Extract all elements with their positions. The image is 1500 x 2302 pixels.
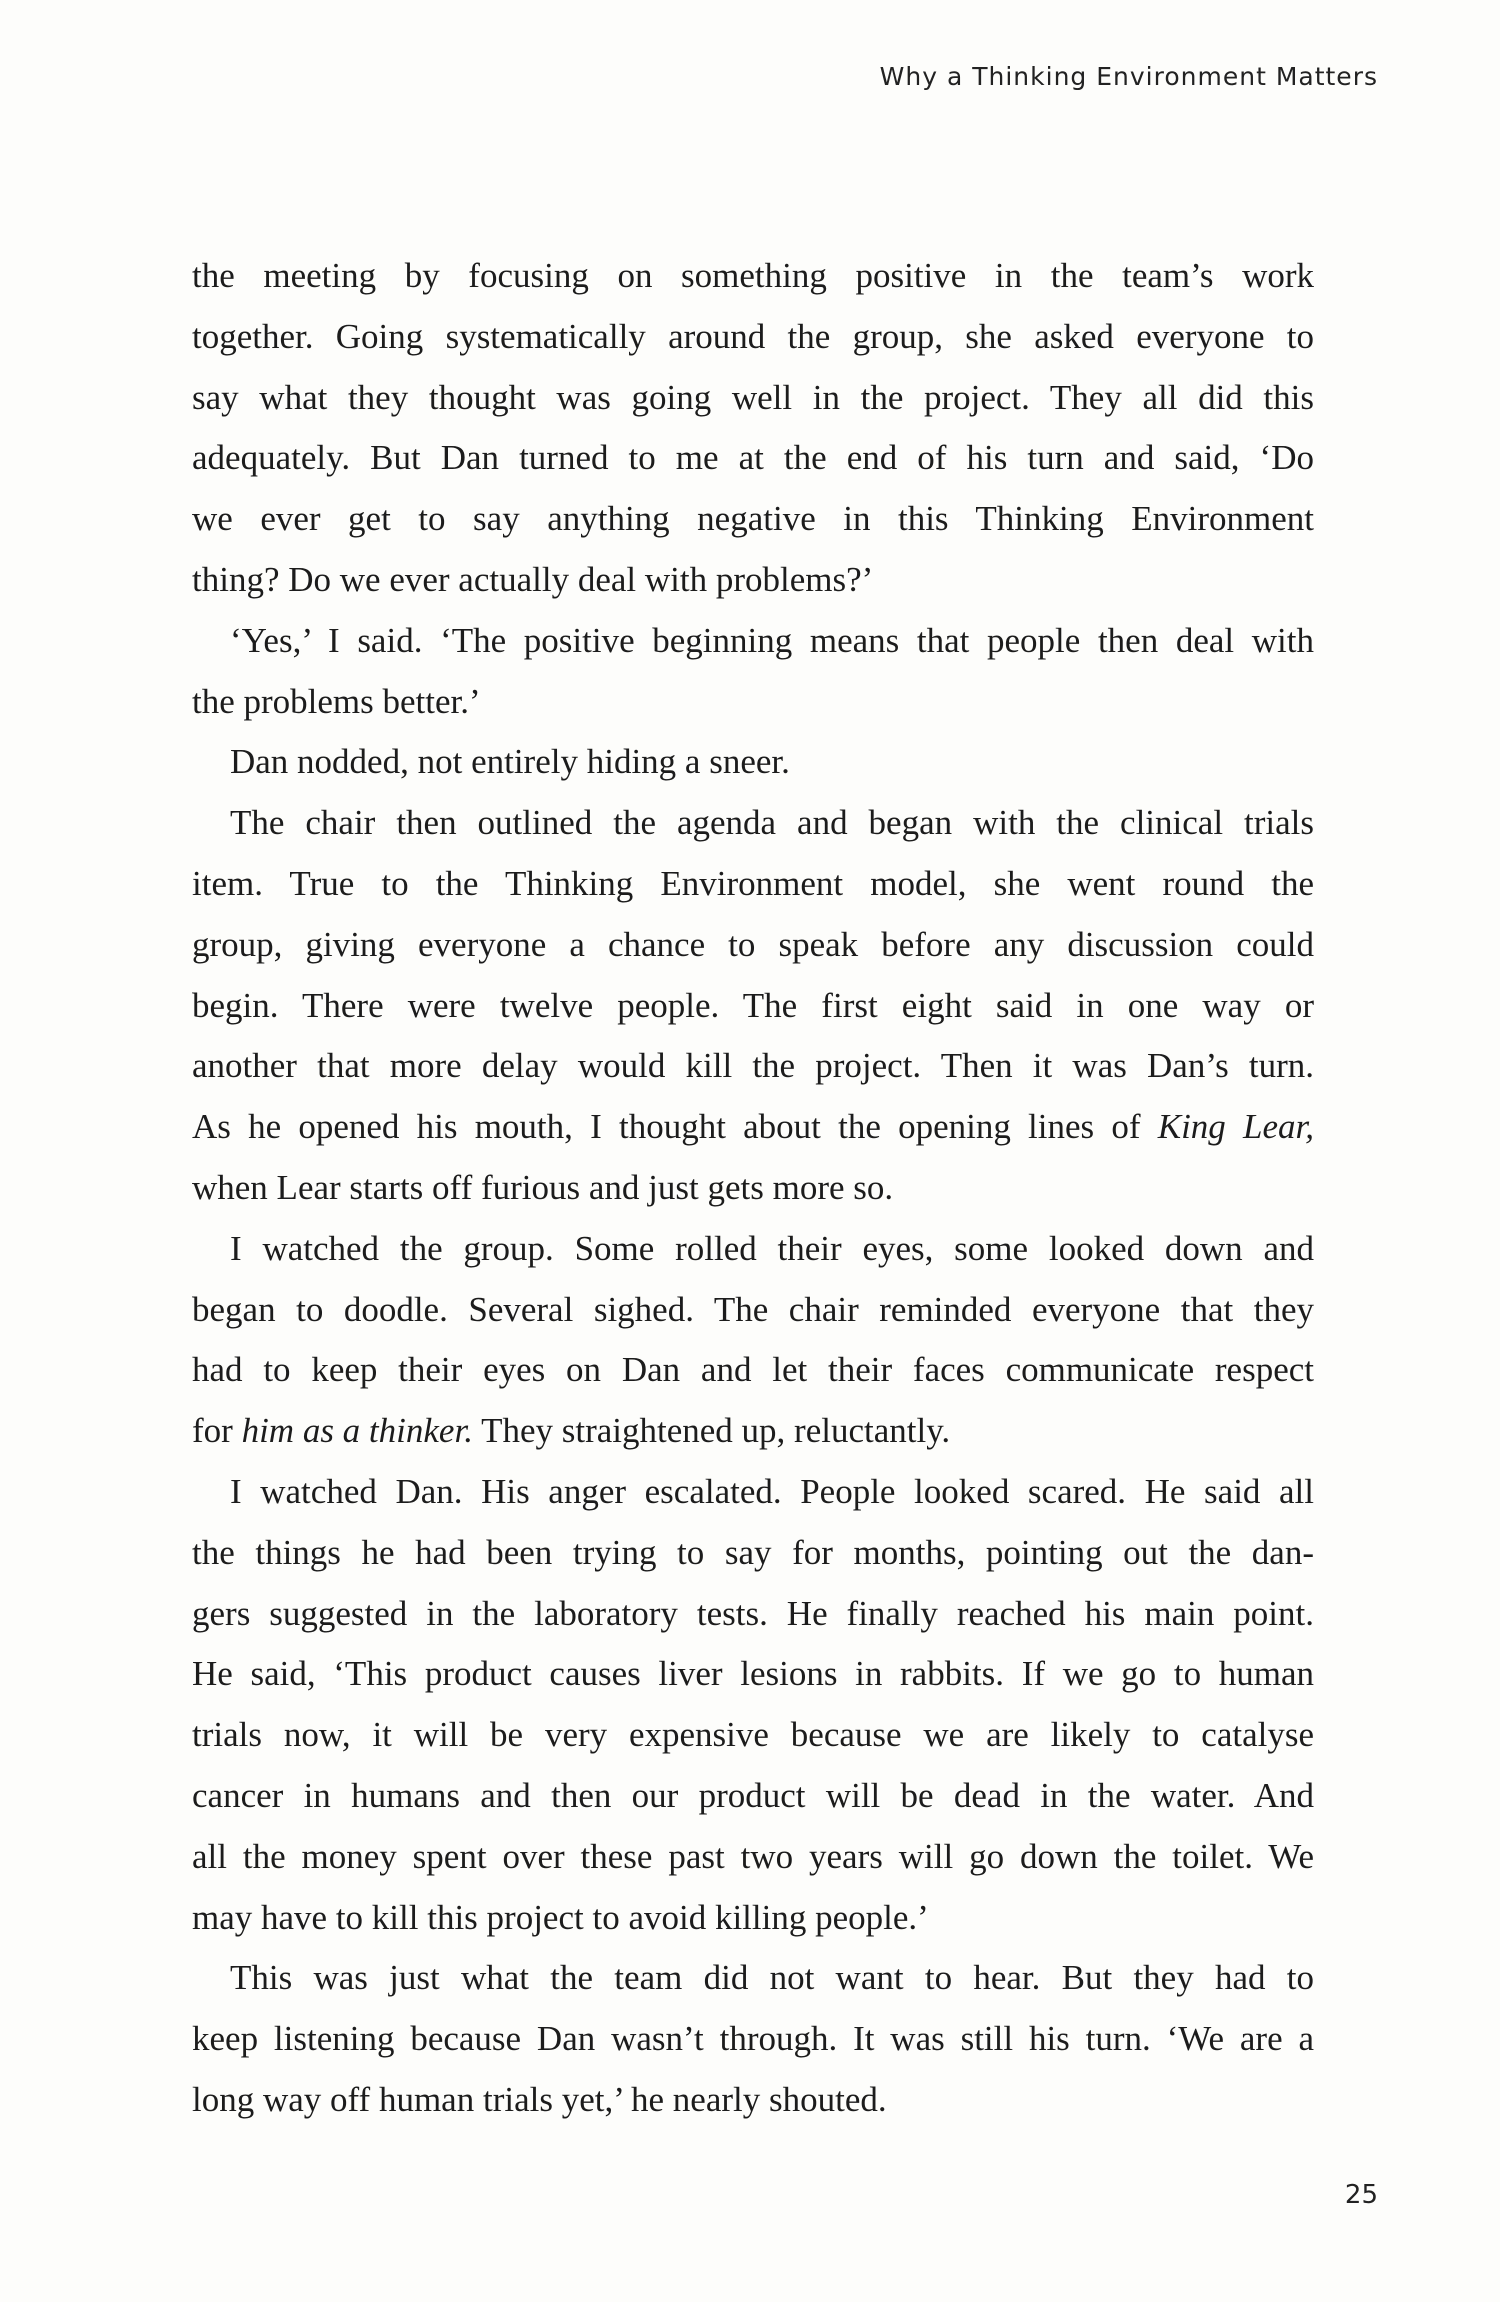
text-line	[192, 1340, 1314, 1401]
text-line	[192, 1827, 1314, 1888]
italic-text: him as a thinker.	[241, 1411, 473, 1451]
line-text: I watched Dan. His anger escalated. People looked scared. He said all	[230, 1471, 1314, 1511]
line-text: Dan nodded, not entirely hiding a sneer.	[230, 742, 790, 782]
body-text	[192, 246, 1314, 2131]
line-text: had to keep their eyes on Dan and let their faces communicate respect	[192, 1350, 1314, 1390]
line-text: group, giving everyone a chance to speak before any discussion could	[192, 924, 1314, 964]
text-line	[192, 550, 1314, 611]
text-line	[192, 1219, 1314, 1280]
line-text: gers suggested in the laboratory tests. He finally reached his main point.	[192, 1593, 1314, 1633]
text-line	[192, 2070, 1314, 2131]
text-line	[192, 1462, 1314, 1523]
line-text: This was just what the team did not want to hear. But they had to	[230, 1958, 1314, 1998]
text-line	[192, 307, 1314, 368]
text-line	[192, 1280, 1314, 1341]
page-number: 25	[1344, 2180, 1378, 2210]
text-line	[192, 1097, 1314, 1158]
line-text: They straightened up, reluctantly.	[481, 1411, 951, 1451]
line-text: ‘Yes,’ I said. ‘The positive beginning means that people then deal with	[230, 620, 1314, 660]
italic-text: King Lear,	[1157, 1107, 1315, 1147]
text-line	[192, 1401, 1314, 1462]
line-text: for	[192, 1411, 233, 1451]
line-text: The chair then outlined the agenda and began with the clinical trials	[230, 803, 1314, 843]
text-line	[192, 915, 1314, 976]
text-line	[192, 854, 1314, 915]
text-line	[192, 1523, 1314, 1584]
line-text: I watched the group. Some rolled their eyes, some looked down and	[230, 1228, 1314, 1268]
line-text: cancer in humans and then our product will be dead in the water. And	[192, 1775, 1314, 1815]
text-line	[192, 489, 1314, 550]
line-text: long way off human trials yet,’ he nearly shouted.	[192, 2079, 887, 2119]
line-text: when Lear starts off furious and just gets more so.	[192, 1167, 894, 1207]
text-line	[192, 1036, 1314, 1097]
text-line	[192, 1158, 1314, 1219]
text-line	[192, 368, 1314, 429]
text-line	[192, 793, 1314, 854]
text-line	[192, 1948, 1314, 2009]
line-text: we ever get to say anything negative in this Thinking Environment	[192, 499, 1314, 539]
line-text: may have to kill this project to avoid killing people.’	[192, 1897, 929, 1937]
line-text: the problems better.’	[192, 681, 481, 721]
line-text: together. Going systematically around the group, she asked everyone to	[192, 316, 1314, 356]
text-line	[192, 1888, 1314, 1949]
text-line	[192, 1584, 1314, 1645]
text-line	[192, 246, 1314, 307]
text-line	[192, 976, 1314, 1037]
line-text: the things he had been trying to say for months, pointing out the dan-	[192, 1532, 1314, 1572]
text-line	[192, 611, 1314, 672]
text-line	[192, 1705, 1314, 1766]
text-line	[192, 1644, 1314, 1705]
line-text: another that more delay would kill the project. Then it was Dan’s turn.	[192, 1046, 1314, 1086]
text-line	[192, 428, 1314, 489]
line-text: began to doodle. Several sighed. The chair reminded everyone that they	[192, 1289, 1314, 1329]
line-text: begin. There were twelve people. The first eight said in one way or	[192, 985, 1314, 1025]
text-line	[192, 732, 1314, 793]
text-line	[192, 1766, 1314, 1827]
line-text: say what they thought was going well in the project. They all did this	[192, 377, 1314, 417]
line-text: thing? Do we ever actually deal with problems?’	[192, 559, 874, 599]
line-text: adequately. But Dan turned to me at the end of his turn and said, ‘Do	[192, 438, 1314, 478]
line-text: all the money spent over these past two years will go down the toilet. We	[192, 1836, 1314, 1876]
line-text: He said, ‘This product causes liver lesions in rabbits. If we go to human	[192, 1654, 1314, 1694]
line-text: keep listening because Dan wasn’t through. It was still his turn. ‘We are a	[192, 2019, 1314, 2059]
line-text: As he opened his mouth, I thought about the opening lines of	[192, 1107, 1141, 1147]
text-line	[192, 2009, 1314, 2070]
line-text: trials now, it will be very expensive because we are likely to catalyse	[192, 1715, 1314, 1755]
text-line	[192, 672, 1314, 733]
running-header: Why a Thinking Environment Matters	[879, 62, 1378, 91]
line-text: item. True to the Thinking Environment model, she went round the	[192, 863, 1314, 903]
line-text: the meeting by focusing on something positive in the team’s work	[192, 256, 1314, 295]
